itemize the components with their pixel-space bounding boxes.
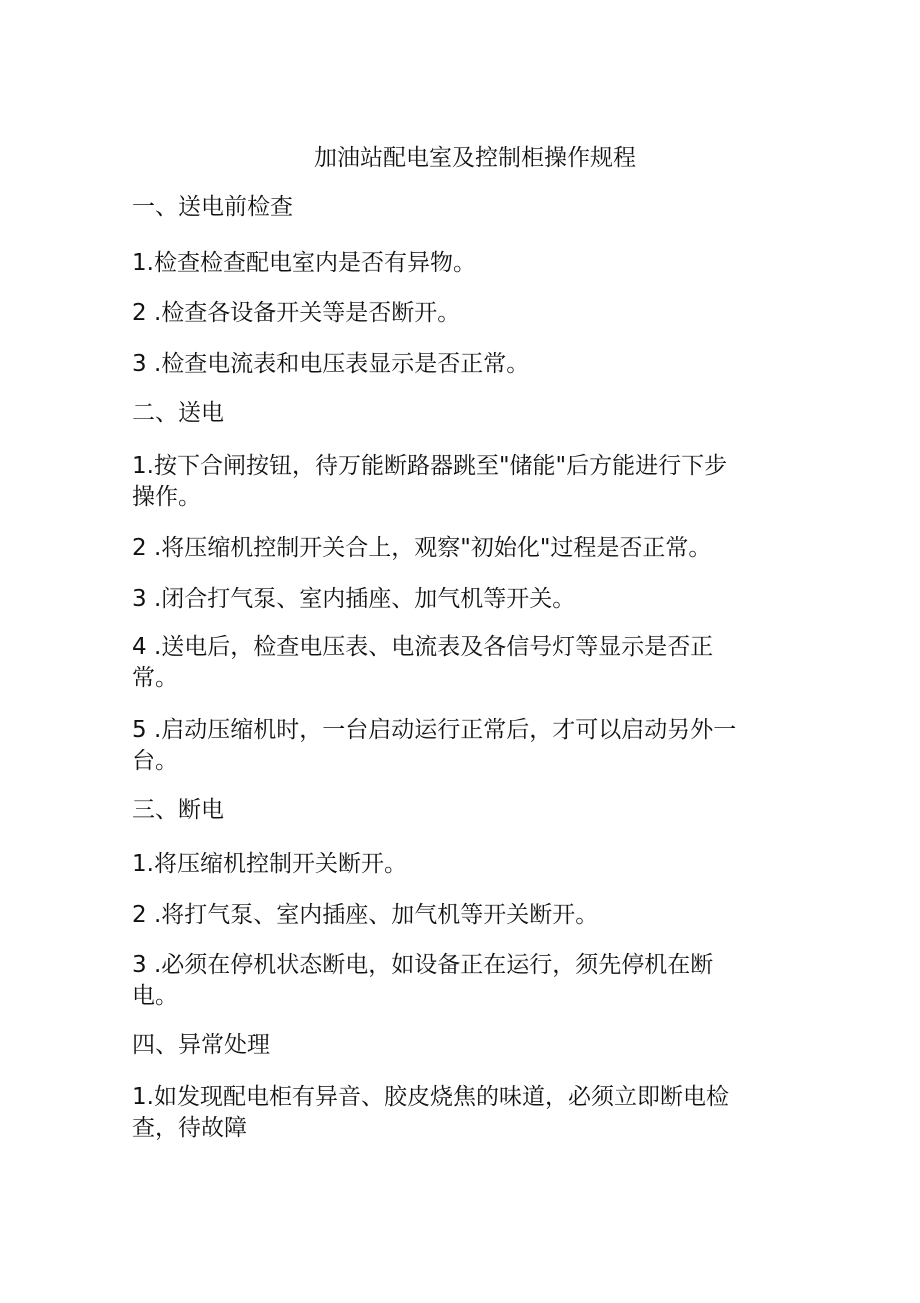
section-2-item-2: 2 .将压缩机控制开关合上，观察"初始化"过程是否正常。	[132, 535, 712, 561]
section-1-item-3: 3 .检查电流表和电压表显示是否正常。	[132, 351, 530, 377]
section-3-item-3: 3 .必须在停机状态断电，如设备正在运行，须先停机在断电。	[132, 952, 714, 1009]
section-1-item-2: 2 .检查各设备开关等是否断开。	[132, 300, 461, 326]
section-2-item-4: 4 .送电后，检查电压表、电流表及各信号灯等显示是否正常。	[132, 634, 714, 691]
section-heading-3: 三、断电	[132, 797, 224, 823]
section-2-item-3: 3 .闭合打气泵、室内插座、加气机等开关。	[132, 586, 576, 612]
section-heading-2: 二、送电	[132, 400, 224, 426]
document-title: 加油站配电室及控制柜操作规程	[314, 145, 636, 171]
section-1-item-1: 1.检查检查配电室内是否有异物。	[132, 250, 476, 276]
section-heading-1: 一、送电前检查	[132, 194, 293, 220]
section-heading-4: 四、异常处理	[132, 1032, 270, 1058]
section-2-item-5: 5 .启动压缩机时，一台启动运行正常后，才可以启动另外一台。	[132, 717, 737, 774]
section-3-item-1: 1.将压缩机控制开关断开。	[132, 851, 407, 877]
section-3-item-2: 2 .将打气泵、室内插座、加气机等开关断开。	[132, 902, 599, 928]
section-4-item-1: 1.如发现配电柜有异音、胶皮烧焦的味道，必须立即断电检查，待故障	[132, 1084, 729, 1141]
section-2-item-1: 1.按下合闸按钮，待万能断路器跳至"储能"后方能进行下步操作。	[132, 453, 728, 510]
